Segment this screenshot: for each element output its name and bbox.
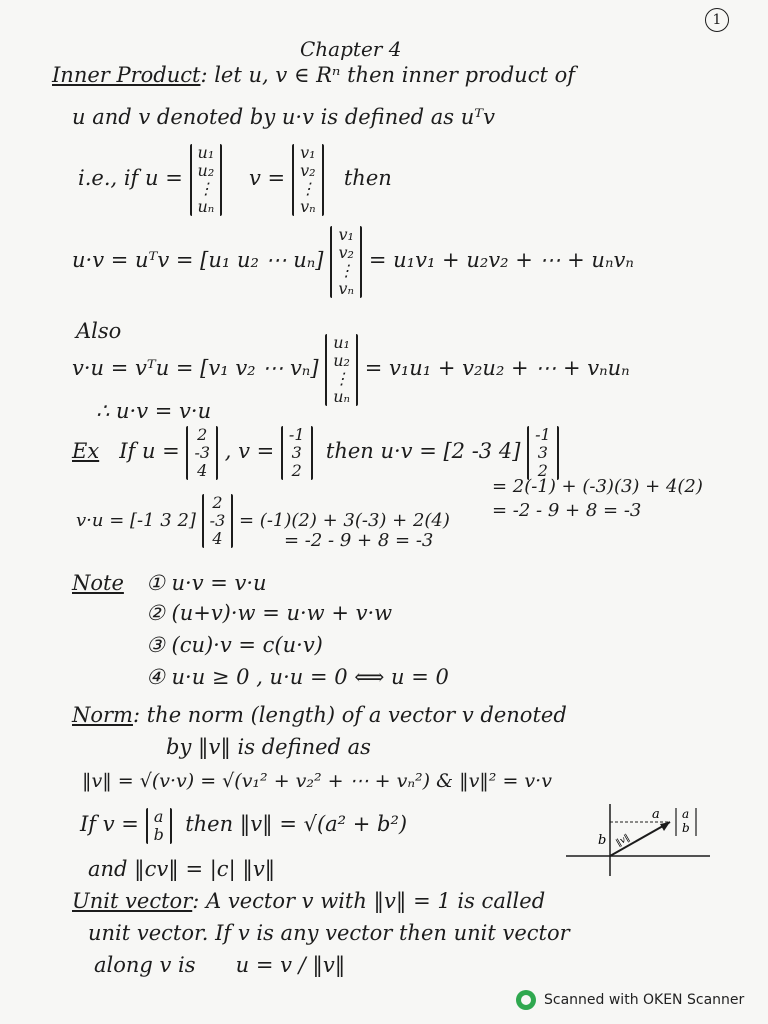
- example-line: [72, 420, 559, 482]
- norm-scalar-property: and ‖cv‖ = |c| ‖v‖: [88, 857, 276, 881]
- matrix-entry: 2: [291, 460, 302, 480]
- matrix-entry: ⋮: [338, 260, 355, 280]
- then-label: then: [343, 166, 392, 190]
- matrix-entry: uₙ: [333, 386, 350, 406]
- vu-lhs: v·u = vᵀu = [v₁ v₂ ⋯ vₙ]: [72, 356, 319, 380]
- note-heading: Note: [72, 571, 124, 595]
- vu-expansion-line: [72, 330, 630, 406]
- matrix-entry: b: [153, 824, 164, 844]
- example-uv-calc-2: = -2 - 9 + 8 = -3: [492, 500, 642, 521]
- matrix-entry: u₂: [197, 160, 215, 180]
- matrix-entry: 4: [212, 529, 223, 548]
- chapter-title: Chapter 4: [300, 37, 402, 61]
- example-v-vector: [281, 426, 313, 480]
- scanner-watermark: [516, 990, 744, 1010]
- matrix-entry: 2: [212, 493, 223, 512]
- norm-if-v: If v =: [80, 812, 139, 836]
- example-u-vector: [186, 426, 218, 480]
- matrix-entry: a: [153, 806, 164, 826]
- scanner-logo-icon: [516, 990, 536, 1010]
- unit-vector-line1: : A vector v with ‖v‖ = 1 is called: [192, 889, 546, 913]
- graph-norm-label: ‖v‖: [614, 832, 632, 849]
- matrix-entry: vₙ: [338, 278, 354, 298]
- uv-expansion-line: [72, 222, 634, 298]
- inner-product-line1: : let u, v ∈ Rⁿ then inner product of: [200, 63, 575, 87]
- unit-vector-line3: [94, 952, 345, 978]
- matrix-entry: v₂: [338, 242, 354, 262]
- inner-product-heading: Inner Product: [52, 63, 201, 87]
- also-label: Also: [76, 319, 122, 343]
- matrix-entry: 3: [537, 442, 548, 462]
- uv-lhs: u·v = uᵀv = [u₁ u₂ ⋯ uₙ]: [72, 248, 324, 272]
- unit-vector-definition: [72, 888, 545, 914]
- note-label: [72, 570, 124, 596]
- unit-vector-line2: unit vector. If v is any vector then unit vector: [88, 921, 570, 945]
- matrix-entry: 2: [537, 460, 548, 480]
- vu-rhs: = v₁u₁ + v₂u₂ + ⋯ + vₙuₙ: [364, 356, 630, 380]
- matrix-entry: -1: [535, 424, 551, 444]
- matrix-entry: 3: [291, 442, 302, 462]
- matrix-entry: ⋮: [333, 368, 350, 388]
- example-v-vector: [527, 426, 559, 480]
- unit-vector-along: along v is: [94, 953, 196, 977]
- norm-formula: ‖v‖ = √(v·v) = √(v₁² + v₂² + ⋯ + vₙ²) & ‖v‖² = v·v: [82, 770, 552, 792]
- matrix-entry: v₂: [300, 160, 316, 180]
- graph-vec-b: b: [682, 821, 690, 835]
- norm-2d-line: [80, 800, 407, 848]
- matrix-entry: vₙ: [300, 196, 316, 216]
- matrix-entry: 2: [197, 424, 208, 444]
- u-column-vector: [325, 334, 358, 406]
- note-item: ④ u·u ≥ 0 , u·u = 0 ⟺ u = 0: [146, 665, 449, 689]
- u-column-vector: [190, 144, 223, 216]
- unit-vector-heading: Unit vector: [72, 889, 193, 913]
- unit-vector-formula: u = v / ‖v‖: [235, 953, 346, 977]
- graph-a-label: a: [652, 807, 660, 822]
- note-item: ② (u+v)·w = u·w + v·w: [146, 601, 393, 625]
- matrix-entry: ⋮: [197, 178, 214, 198]
- footer-text: Scanned with OKEN Scanner: [544, 992, 745, 1008]
- norm-definition: [72, 702, 567, 728]
- matrix-entry: 4: [197, 460, 208, 480]
- matrix-entry: u₁: [197, 142, 215, 162]
- graph-b-label: b: [598, 833, 607, 848]
- v-column-vector: [330, 226, 362, 298]
- matrix-entry: -1: [288, 424, 305, 444]
- norm-v-vector: [146, 808, 172, 844]
- uv-rhs: = u₁v₁ + u₂v₂ + ⋯ + uₙvₙ: [368, 248, 634, 272]
- v-label: v =: [249, 166, 286, 190]
- example-vu-calc-2: = -2 - 9 + 8 = -3: [284, 530, 434, 551]
- matrix-entry: v₁: [300, 142, 316, 162]
- matrix-entry: -3: [209, 511, 226, 530]
- note-item: ③ (cu)·v = c(u·v): [146, 633, 323, 657]
- example-u-vector: [202, 494, 234, 548]
- matrix-entry: ⋮: [299, 178, 316, 198]
- norm-heading: Norm: [72, 703, 133, 727]
- norm-then: then ‖v‖ = √(a² + b²): [185, 812, 408, 836]
- example-uv-calc-1: = 2(-1) + (-3)(3) + 4(2): [492, 476, 703, 497]
- matrix-entry: -3: [194, 442, 211, 462]
- inner-product-definition: [52, 62, 575, 88]
- inner-product-line2: u and v denoted by u·v is defined as uᵀv: [72, 105, 495, 129]
- norm-vector-diagram: [560, 800, 720, 880]
- ie-label: i.e., if u =: [78, 166, 183, 190]
- example-v-label: , v =: [224, 439, 275, 463]
- norm-line2: by ‖v‖ is defined as: [166, 735, 371, 759]
- matrix-entry: u₁: [333, 332, 350, 352]
- example-then-uv: then u·v = [2 -3 4]: [325, 439, 521, 463]
- norm-line1: : the norm (length) of a vector v denoted: [132, 703, 567, 727]
- graph-vec-a: a: [682, 807, 690, 821]
- example-label: Ex: [72, 439, 100, 463]
- example-vu-calc-1: = (-1)(2) + 3(-3) + 2(4): [239, 510, 450, 531]
- v-column-vector: [292, 144, 324, 216]
- matrix-entry: uₙ: [197, 196, 215, 216]
- commutativity-conclusion: ∴ u·v = v·u: [96, 399, 212, 423]
- matrix-entry: u₂: [333, 350, 350, 370]
- note-item: ① u·v = v·u: [146, 571, 267, 595]
- example-vu-lhs: v·u = [-1 3 2]: [76, 510, 196, 531]
- example-if-u: If u =: [119, 439, 180, 463]
- page-number: 1: [705, 8, 729, 32]
- vector-arrowhead: [660, 822, 670, 831]
- matrix-entry: v₁: [338, 224, 354, 244]
- ie-definition-line: [78, 140, 392, 216]
